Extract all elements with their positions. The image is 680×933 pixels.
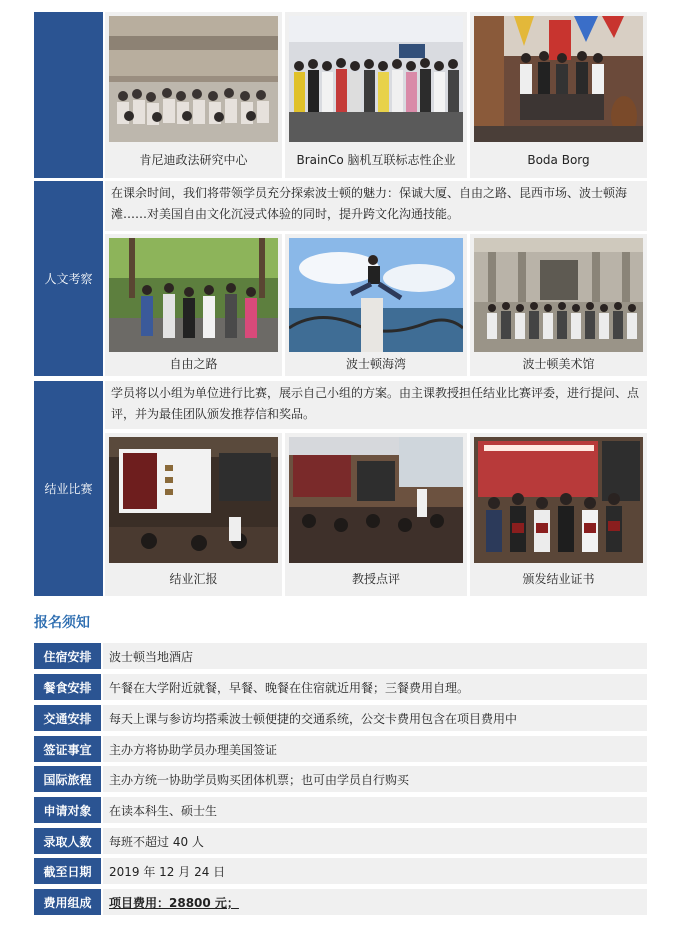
group-photo-office [289, 16, 463, 142]
notice-row-value: 主办方统一协助学员购买团体机票；也可由学员自行购买 [103, 766, 647, 792]
group-photo-venue [474, 16, 643, 142]
lecture-hall [289, 437, 463, 563]
notice-row [34, 797, 647, 823]
photo-card [470, 12, 647, 178]
culture-section [34, 181, 647, 376]
notice-row-label: 截至日期 [34, 858, 101, 884]
notice-row [34, 705, 647, 731]
notice-row-label: 住宿安排 [34, 643, 101, 669]
notice-row-label: 交通安排 [34, 705, 101, 731]
section-label [34, 12, 103, 178]
photo-caption: 教授点评 [351, 572, 400, 586]
photo-caption: 肯尼迪政法研究中心 [139, 153, 248, 167]
notice-title: 报名须知 [34, 615, 90, 631]
photo-caption: 波士顿海湾 [345, 357, 406, 371]
group-photo-building [109, 16, 278, 142]
notice-row [34, 766, 647, 792]
photo-card [105, 433, 282, 596]
photo-card [470, 234, 647, 376]
fee-value: 项目费用：28800 元； [103, 889, 647, 915]
photo-caption: Boda Borg [527, 153, 590, 167]
photo-caption: BrainCo 脑机互联标志性企业 [296, 153, 456, 167]
notice-row-label: 签证事宜 [34, 736, 101, 762]
notice-row-value: 每班不超过 40 人 [103, 828, 647, 854]
notice-row-value: 主办方将协助学员办理美国签证 [103, 736, 647, 762]
notice-row-label: 费用组成 [34, 889, 101, 915]
notice-row-label: 国际旅程 [34, 766, 101, 792]
museum-group [474, 238, 643, 352]
notice-row [34, 828, 647, 854]
photo-card [105, 12, 282, 178]
competition-section [34, 381, 647, 596]
photo-caption: 波士顿美术馆 [522, 357, 595, 371]
notice-row [34, 643, 647, 669]
notice-row [34, 889, 647, 915]
photo-card [105, 234, 282, 376]
notice-row-label: 录取人数 [34, 828, 101, 854]
section-description: 在课余时间，我们将带领学员充分探索波士顿的魅力：保诚大厦、自由之路、昆西市场、波士顿海滩……对美国自由文化沉浸式体验的同时，提升跨文化沟通技能。 [105, 181, 647, 231]
photo-card [285, 234, 467, 376]
visit-section [34, 12, 647, 178]
notice-row-value: 波士顿当地酒店 [103, 643, 647, 669]
photo-caption: 结业汇报 [169, 572, 218, 586]
photo-card [285, 433, 467, 596]
notice-row-label: 餐食安排 [34, 674, 101, 700]
notice-row-label: 申请对象 [34, 797, 101, 823]
presentation-room [109, 437, 278, 563]
notice-row [34, 674, 647, 700]
photo-caption: 自由之路 [169, 357, 218, 371]
photo-card [285, 12, 467, 178]
notice-row [34, 858, 647, 884]
notice-row [34, 736, 647, 762]
notice-row-value: 午餐在大学附近就餐，早餐、晚餐在住宿就近用餐；三餐费用自理。 [103, 674, 647, 700]
notice-row-value: 每天上课与参访均搭乘波士顿便捷的交通系统，公交卡费用包含在项目费用中 [103, 705, 647, 731]
notice-row-value: 2019 年 12 月 24 日 [103, 858, 647, 884]
photo-caption: 颁发结业证书 [522, 572, 595, 586]
section-label: 结业比赛 [34, 381, 103, 596]
section-label: 人文考察 [34, 181, 103, 376]
harbor-view [289, 238, 463, 352]
notice-row-value: 在读本科生、硕士生 [103, 797, 647, 823]
certificate-ceremony [474, 437, 643, 563]
photo-card [470, 433, 647, 596]
section-description: 学员将以小组为单位进行比赛，展示自己小组的方案。由主课教授担任结业比赛评委，进行提问、点评，并为最佳团队颁发推荐信和奖品。 [105, 381, 647, 429]
street-group [109, 238, 278, 352]
